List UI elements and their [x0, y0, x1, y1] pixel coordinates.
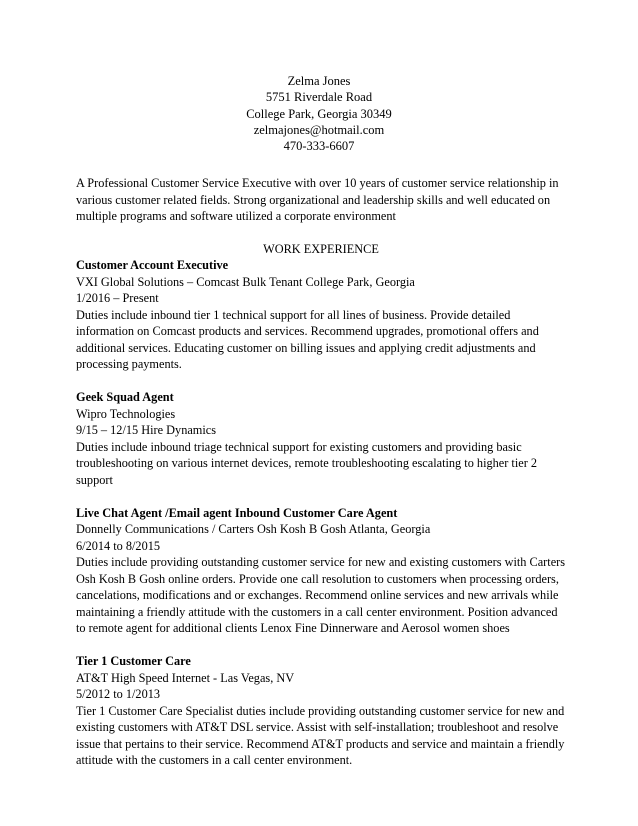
email-address: zelmajones@hotmail.com [253, 122, 385, 137]
job-dates: 5/2012 to 1/2013 [76, 687, 161, 701]
applicant-name: Zelma Jones [287, 74, 351, 88]
job-title: Customer Account Executive [76, 258, 229, 272]
job-entry [76, 505, 566, 637]
job-company: AT&T High Speed Internet - Las Vegas, NV [76, 670, 295, 685]
job-title: Geek Squad Agent [76, 390, 174, 404]
street-address: 5751 Riverdale Road [265, 90, 373, 105]
contact-header [0, 73, 638, 154]
job-dates: 9/15 – 12/15 Hire Dynamics [76, 423, 217, 437]
professional-summary: A Professional Customer Service Executive with over 10 years of customer service relationship in various customer related fields. Strong organizational and leadership skills and well educated on multiple programs and software utilized a corporate environment [76, 176, 559, 223]
job-company: VXI Global Solutions – Comcast Bulk Tenant College Park, Georgia [76, 274, 415, 289]
job-company: Wipro Technologies [76, 406, 176, 421]
job-duties: Duties include providing outstanding customer service for new and existing customers with Carters Osh Kosh B Gosh online orders. Provide one call resolution to customers when processing orders, cancelations, modifications and or exchanges. Recommend online services and new arrivals while maintaining a friendly attitude with the customers in a call center environment. Position advanced to remote agent for additional clients Lenox Fine Dinnerware and Aerosol women shoes [76, 555, 566, 635]
job-company: Donnelly Communications / Carters Osh Kosh B Gosh Atlanta, Georgia [76, 522, 431, 536]
job-duties: Tier 1 Customer Care Specialist duties include providing outstanding customer service for new and existing customers with AT&T DSL service. Assist with self-installation; troubleshoot and resolve issue that pertains to their service. Recommend AT&T products and service and maintain a friendly attitude with the customers in a call center environment. [76, 703, 565, 767]
job-entry [76, 389, 566, 488]
phone-number: 470-333-6607 [283, 139, 355, 154]
job-entry [76, 257, 566, 373]
job-dates: 6/2014 to 8/2015 [76, 538, 161, 553]
job-title: Tier 1 Customer Care [76, 654, 191, 668]
job-entry [76, 653, 566, 769]
resume-body [76, 175, 566, 785]
job-duties: Duties include inbound triage technical support for existing customers and providing basic troubleshooting on various internet devices, remote troubleshooting escalating to higher tier 2 support [76, 439, 538, 487]
section-title-work-experience: WORK EXPERIENCE [263, 241, 379, 256]
job-title: Live Chat Agent /Email agent Inbound Customer Care Agent [76, 505, 398, 520]
job-dates: 1/2016 – Present [76, 291, 159, 305]
job-duties: Duties include inbound tier 1 technical support for all lines of business. Provide detailed information on Comcast products and services. Recommend upgrades, promotional offers and additional services. Educating customer on billing issues and applying credit adjustments and processing payments. [76, 307, 539, 371]
city-state-zip: College Park, Georgia 30349 [246, 106, 392, 121]
